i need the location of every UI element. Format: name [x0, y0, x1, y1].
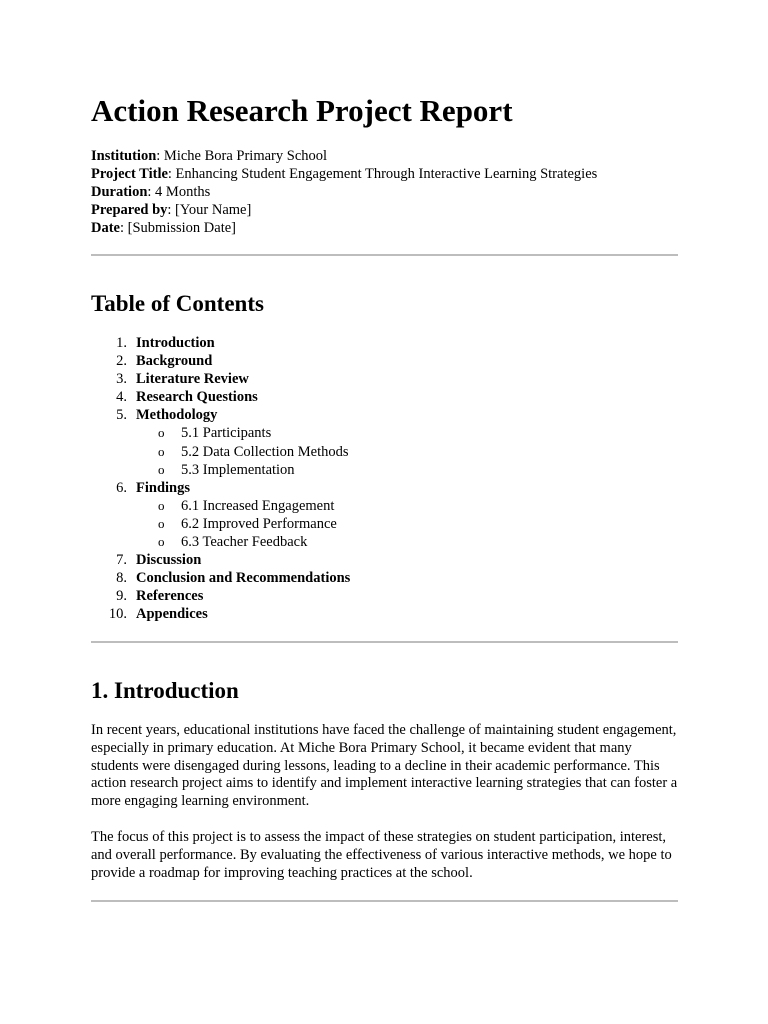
toc-label: Discussion: [136, 552, 202, 569]
horizontal-rule: [91, 254, 678, 256]
bullet-icon: o: [158, 425, 165, 441]
date-line: [91, 219, 597, 237]
toc-label: Introduction: [136, 335, 215, 351]
introduction-paragraph: In recent years, educational institutions have faced the challenge of maintaining student engagement, especially in primary education. At Miche Bora Primary School, it became evident that many students were disengaged during lessons, leading to a decline in their academic performance. This action research project aims to identify and implement interactive learning strategies that can foster a more engaging learning environment.: [91, 722, 678, 810]
toc-number: 2.: [116, 353, 127, 370]
bullet-icon: o: [158, 515, 165, 531]
document-title: Action Research Project Report: [91, 93, 513, 128]
toc-label: Literature Review: [136, 371, 249, 388]
toc-number: 3.: [116, 371, 127, 388]
toc-label: Background: [136, 353, 213, 370]
toc-number: 10.: [108, 606, 127, 623]
toc-label: Appendices: [136, 606, 208, 623]
introduction-heading: 1. Introduction: [91, 678, 239, 703]
meta-value: : 4 Months: [147, 184, 211, 200]
toc-label: Methodology: [136, 407, 218, 424]
meta-value: : [Submission Date]: [120, 220, 236, 236]
duration-line: [91, 183, 597, 201]
bullet-icon: o: [158, 461, 165, 477]
bullet-icon: o: [158, 534, 165, 550]
meta-label: Date: [91, 220, 120, 236]
meta-label: Prepared by: [91, 202, 168, 218]
meta-value: : [Your Name]: [167, 202, 252, 218]
meta-label: Project Title: [91, 166, 168, 182]
toc-label: Conclusion and Recommendations: [136, 570, 351, 587]
toc-number: 6.: [116, 479, 127, 496]
toc-sublabel: 6.2 Improved Performance: [181, 515, 337, 532]
toc-sublabel: 5.2 Data Collection Methods: [181, 443, 349, 460]
horizontal-rule: [91, 900, 678, 902]
bullet-icon: o: [158, 497, 165, 513]
meta-label: Duration: [91, 184, 148, 200]
toc-number: 8.: [116, 570, 127, 587]
bullet-icon: o: [158, 443, 165, 459]
toc-sublabel: 5.1 Participants: [181, 425, 272, 442]
meta-label: Institution: [91, 148, 157, 164]
project-details: [91, 147, 597, 237]
toc-number: 5.: [116, 407, 127, 424]
toc-sublabel: 6.1 Increased Engagement: [181, 497, 335, 514]
prepared-by-line: [91, 201, 597, 219]
project-title-line: [91, 165, 597, 183]
toc-sublabel: 6.3 Teacher Feedback: [181, 534, 308, 551]
toc-number: 4.: [116, 389, 127, 406]
toc-number: 1.: [116, 335, 127, 351]
institution-line: [91, 147, 597, 165]
toc-sublabel: 5.3 Implementation: [181, 461, 295, 478]
introduction-paragraph: The focus of this project is to assess the impact of these strategies on student participation, interest, and overall performance. By evaluating the effectiveness of various interactive methods, we hope to provide a roadmap for improving teaching practices at the school.: [91, 829, 672, 881]
toc-label: Findings: [136, 479, 190, 496]
toc-number: 7.: [116, 552, 127, 569]
meta-value: : Enhancing Student Engagement Through Interactive Learning Strategies: [167, 166, 598, 182]
meta-value: : Miche Bora Primary School: [156, 148, 328, 164]
toc-heading: Table of Contents: [91, 291, 264, 316]
horizontal-rule: [91, 641, 678, 643]
toc-number: 9.: [116, 588, 127, 605]
toc-label: Research Questions: [136, 389, 258, 406]
toc-label: References: [136, 588, 204, 605]
